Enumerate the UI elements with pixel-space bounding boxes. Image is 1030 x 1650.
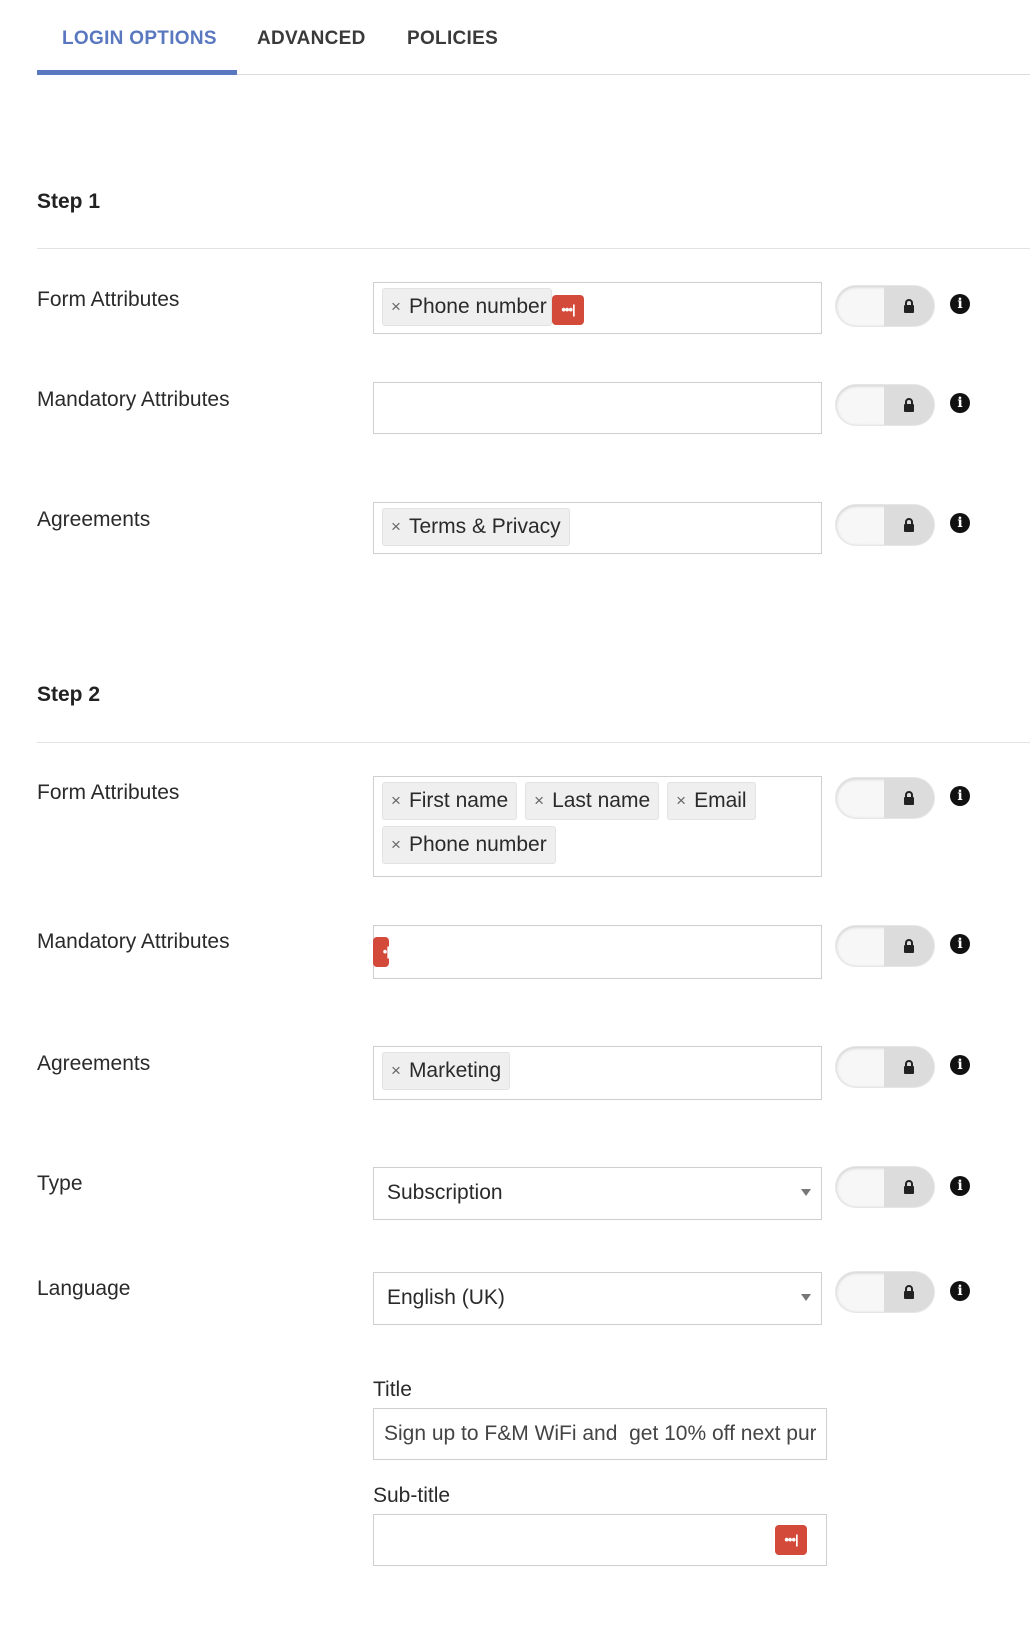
step2-form-attributes-select[interactable] <box>373 776 822 877</box>
remove-chip-icon[interactable]: × <box>676 791 687 810</box>
active-tab-indicator <box>37 70 237 75</box>
lock-icon <box>884 385 934 425</box>
language-select-value: English (UK) <box>387 1286 505 1309</box>
chip <box>382 1052 510 1090</box>
lock-toggle[interactable] <box>836 1167 934 1207</box>
info-icon[interactable]: i <box>950 1281 970 1301</box>
info-icon[interactable]: i <box>950 786 970 806</box>
subtitle-input[interactable] <box>373 1514 827 1566</box>
chip-label: First name <box>408 789 509 812</box>
chip-label: Terms & Privacy <box>408 515 561 538</box>
lock-icon <box>884 286 934 326</box>
info-icon[interactable]: i <box>950 294 970 314</box>
remove-chip-icon[interactable]: × <box>391 297 401 316</box>
tab-login-options[interactable]: LOGIN OPTIONS <box>62 28 217 49</box>
subtitle-label: Sub-title <box>373 1484 451 1507</box>
chip <box>382 782 517 820</box>
chip <box>667 782 755 820</box>
password-manager-icon[interactable]: •••| <box>552 295 584 325</box>
lock-toggle[interactable] <box>836 926 934 966</box>
tab-policies[interactable]: POLICIES <box>407 28 499 49</box>
chip <box>525 782 659 820</box>
step2-agreements-label: Agreements <box>37 1052 151 1075</box>
step1-agreements-select[interactable] <box>373 502 822 554</box>
chip-label: Last name <box>552 789 651 812</box>
step1-form-attributes-label: Form Attributes <box>37 288 180 311</box>
divider <box>37 248 1030 249</box>
step2-mandatory-attributes-label: Mandatory Attributes <box>37 930 230 953</box>
chip-label: Phone number <box>408 295 547 318</box>
lock-icon <box>884 1167 934 1207</box>
step1-agreements-label: Agreements <box>37 508 151 531</box>
info-icon[interactable]: i <box>950 513 970 533</box>
language-select[interactable] <box>373 1272 822 1325</box>
remove-chip-icon[interactable]: × <box>534 791 545 810</box>
step2-mandatory-attributes-select[interactable] <box>373 925 822 979</box>
lock-icon <box>884 926 934 966</box>
lock-icon <box>884 1272 934 1312</box>
chip <box>382 288 552 326</box>
info-icon[interactable]: i <box>950 1176 970 1196</box>
info-icon[interactable]: i <box>950 934 970 954</box>
tab-bar <box>37 0 1030 75</box>
lock-icon <box>884 778 934 818</box>
lock-toggle[interactable] <box>836 778 934 818</box>
password-manager-icon[interactable]: •••| <box>775 1525 807 1555</box>
chip <box>382 826 556 864</box>
step1-mandatory-attributes-select[interactable] <box>373 382 822 434</box>
step-2-title: Step 2 <box>37 683 101 706</box>
remove-chip-icon[interactable]: × <box>391 791 401 810</box>
remove-chip-icon[interactable]: × <box>391 835 401 854</box>
title-input[interactable] <box>373 1408 827 1460</box>
step2-agreements-select[interactable] <box>373 1046 822 1100</box>
step1-form-attributes-select[interactable] <box>373 282 822 334</box>
info-icon[interactable]: i <box>950 393 970 413</box>
step2-type-label: Type <box>37 1172 83 1195</box>
remove-chip-icon[interactable]: × <box>391 1061 401 1080</box>
lock-icon <box>884 1047 934 1087</box>
title-label: Title <box>373 1378 412 1401</box>
step2-language-label: Language <box>37 1277 131 1300</box>
lock-toggle[interactable] <box>836 286 934 326</box>
lock-toggle[interactable] <box>836 1272 934 1312</box>
lock-icon <box>884 505 934 545</box>
type-select-value: Subscription <box>387 1181 503 1204</box>
lock-toggle[interactable] <box>836 1047 934 1087</box>
step1-mandatory-attributes-label: Mandatory Attributes <box>37 388 230 411</box>
divider <box>37 742 1030 743</box>
remove-chip-icon[interactable]: × <box>391 517 401 536</box>
chevron-down-icon <box>801 1189 811 1196</box>
chip-label: Marketing <box>408 1059 502 1082</box>
step-1-title: Step 1 <box>37 190 101 213</box>
chip-label: Email <box>694 789 747 812</box>
chip <box>382 508 570 546</box>
step2-form-attributes-label: Form Attributes <box>37 781 180 804</box>
info-icon[interactable]: i <box>950 1055 970 1075</box>
type-select[interactable] <box>373 1167 822 1220</box>
tab-advanced[interactable]: ADVANCED <box>257 28 366 49</box>
password-manager-icon[interactable]: •| <box>373 937 389 967</box>
chevron-down-icon <box>801 1294 811 1301</box>
chip-label: Phone number <box>408 833 547 856</box>
lock-toggle[interactable] <box>836 385 934 425</box>
lock-toggle[interactable] <box>836 505 934 545</box>
